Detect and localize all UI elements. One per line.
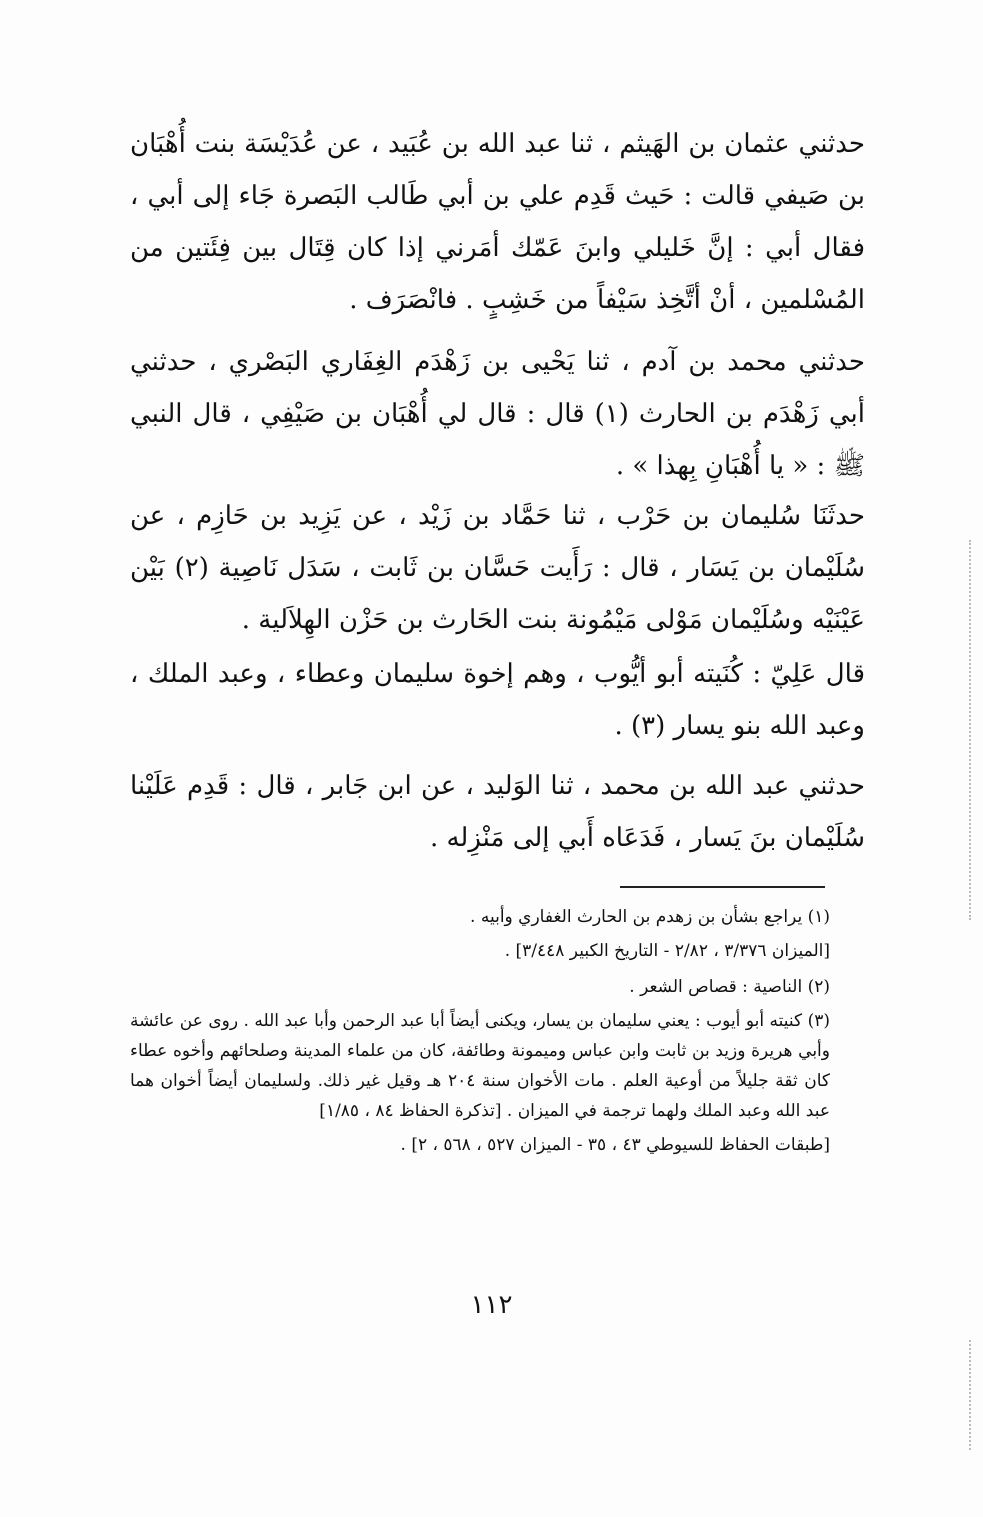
page-number: ١١٢ <box>470 1290 513 1320</box>
footnotes-section <box>130 902 830 1164</box>
hadith-paragraph: حدثني عبد الله بن محمد ، ثنا الوَليد ، عن ابن جَابر ، قال : قَدِم عَلَيْنا سُلَيْمان بنَ يَسار ، فَدَعَاه أَبي إلى مَنْزِله . <box>130 771 865 853</box>
hadith-paragraph: حدثني عثمان بن الهَيثم ، ثنا عبد الله بن عُبَيد ، عن عُدَيْسَة بنت أُهْبَان بن صَيفي قالت : حَيث قَدِم علي بن أبي طَالب البَصرة جَاء إلى أبي ، فقال أبي : إنَّ خَليلي وابنَ عَمّك أمَرني إذا كان قِتَال بين فِئَتين من المُسْلمين ، أنْ أتَّخِذ سَيْفاً من خَشِبٍ . فانْصَرَف . <box>130 129 865 315</box>
footnote-3-reference: [طبقات الحفاظ للسيوطي ٤٣ ، ٣٥ - الميزان ٥٢٧ ، ٥٦٨ ، ٢] . <box>400 1135 830 1155</box>
hadith-paragraph: قال عَلِيّ : كُنَيته أبو أيُّوب ، وهم إخوة سليمان وعطاء ، وعبد الملك ، وعبد الله بنو يسار (٣) . <box>130 659 865 741</box>
scan-edge-mark <box>967 1340 971 1450</box>
footnote-1: (١) يراجع بشأن بن زهدم بن الحارث الغفاري وأبيه . <box>470 907 830 927</box>
footnote-1-reference: [الميزان ٣/٣٧٦ ، ٢/٨٢ - التاريخ الكبير ٣/٤٤٨] . <box>504 941 830 961</box>
footnote-3: (٣) كنيته أبو أيوب : يعني سليمان بن يسار، ويكنى أيضاً أبا عبد الرحمن وأبا عبد الله . روى عن عائشة وأبي هريرة وزيد بن ثابت وابن عباس وميمونة وطائفة، كان من علماء المدينة وصلحائهم وأخوه عطاء كان ثقة جليلاً من أوعية العلم . مات الأخوان سنة ٢٠٤ هـ وقيل غير ذلك. ولسليمان أيضاً أخوان هما عبد الله وعبد الملك ولهما ترجمة في الميزان . [تذكرة الحفاظ ٨٤ ، ١/٨٥] <box>130 1011 830 1121</box>
scan-edge-mark <box>967 540 971 920</box>
hadith-paragraph: حدثَنَا سُليمان بن حَرْب ، ثنا حَمَّاد بن زَيْد ، عن يَزِيد بن حَازِم ، عن سُلَيْمان بن يَسَار ، قال : رَأَيت حَسَّان بن ثَابت ، سَدَل نَاصِية (٢) بَيْن عَيْنَيْه وسُلَيْمان مَوْلى مَيْمُونة بنت الحَارث بن حَزْن الهِلاَلية . <box>130 501 865 635</box>
footnote-2: (٢) الناصية : قصاص الشعر . <box>629 977 830 997</box>
hadith-paragraph: حدثني محمد بن آدم ، ثنا يَحْيى بن زَهْدَم الغِفَاري البَصْري ، حدثني أبي زَهْدَم بن الحارث (١) قال : قال لي أُهْبَان بن صَيْفِي ، قال النبي ﷺ : « يا أُهْبَانِ بِهذا » . <box>130 347 865 481</box>
footnote-separator <box>620 886 825 888</box>
